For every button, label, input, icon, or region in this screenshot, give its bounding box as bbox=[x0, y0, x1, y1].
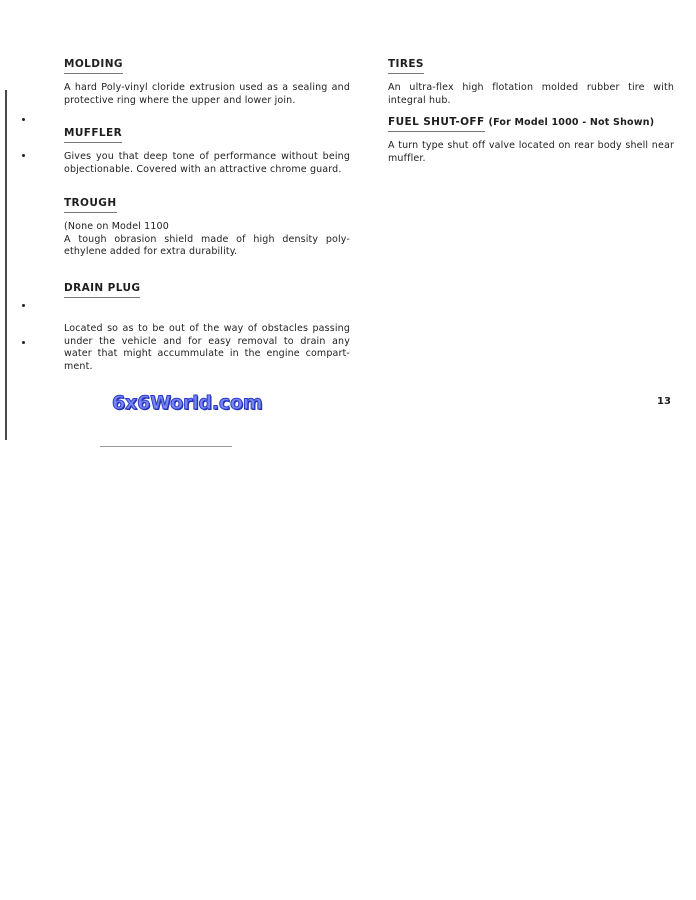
section-text: Located so as to be out of the way of obstacles passing under the vehicle and for easy removal to drain any water that might accummulate in the engine compart-ment. bbox=[64, 323, 350, 372]
section-heading: MUFFLER bbox=[64, 127, 122, 143]
section-molding bbox=[64, 52, 350, 107]
section-text: A turn type shut off valve located on rear body shell near muffler. bbox=[388, 140, 674, 164]
section-body bbox=[64, 323, 350, 373]
section-body bbox=[64, 151, 350, 176]
section-trough bbox=[64, 191, 350, 259]
section-body bbox=[388, 140, 674, 165]
section-heading: TROUGH bbox=[64, 197, 117, 213]
watermark-logo: 6x6World.com bbox=[112, 392, 263, 414]
section-drain-plug bbox=[64, 276, 350, 373]
section-fuel-shut-off bbox=[388, 116, 674, 165]
margin-dot bbox=[22, 118, 25, 121]
section-heading: TIRES bbox=[388, 58, 424, 74]
section-note: (None on Model 1100 bbox=[64, 221, 169, 232]
section-body bbox=[64, 221, 350, 259]
section-text: A tough obrasion shield made of high density poly-ethylene added for extra durability. bbox=[64, 233, 350, 257]
margin-dot bbox=[22, 341, 25, 344]
page-number: 13 bbox=[657, 396, 671, 407]
section-heading: FUEL SHUT-OFF bbox=[388, 116, 485, 132]
margin-dot bbox=[22, 304, 25, 307]
section-text: A hard Poly-vinyl cloride extrusion used as a sealing and protective ring where the upper and lower join. bbox=[64, 82, 350, 106]
section-tires bbox=[388, 52, 674, 107]
binding-edge-mark bbox=[5, 90, 7, 440]
section-heading: MOLDING bbox=[64, 58, 123, 74]
section-muffler bbox=[64, 121, 350, 176]
section-heading: DRAIN PLUG bbox=[64, 282, 140, 298]
scan-artifact-line bbox=[100, 446, 232, 447]
section-heading-note: (For Model 1000 - Not Shown) bbox=[488, 117, 655, 128]
section-body bbox=[64, 82, 350, 107]
section-body bbox=[388, 82, 674, 107]
section-text: Gives you that deep tone of performance without being objectionable. Covered with an attractive chrome guard. bbox=[64, 151, 350, 175]
section-text: An ultra-flex high flotation molded rubber tire with integral hub. bbox=[388, 82, 674, 106]
margin-dot bbox=[22, 154, 25, 157]
section-heading-row bbox=[388, 116, 674, 132]
